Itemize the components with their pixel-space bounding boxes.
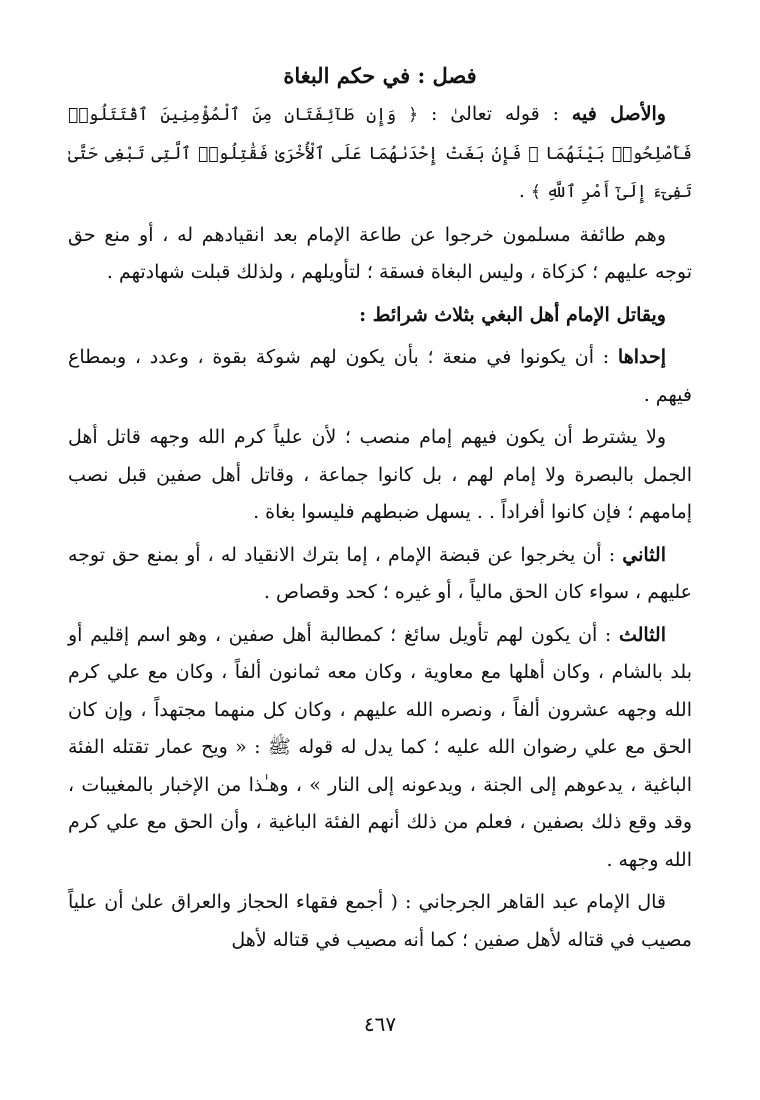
condition-2-lead: الثاني: [622, 543, 666, 566]
condition-2-text: : أن يخرجوا عن قبضة الإمام ، إما بترك الانقياد له ، أو بمنع حق توجه عليهم ، سواء كان الحق مالياً ، أو غيره ؛ كحد وقصاص .: [68, 543, 692, 603]
page-body: [68, 60, 692, 959]
definition-paragraph: وهم طائفة مسلمون خرجوا عن طاعة الإمام بعد انقيادهم له ، أو منع حق توجه عليهم ؛ كزكاة ، وليس البغاة فسقة ؛ لتأويلهم ، ولذلك قبلت شهادتهم .: [68, 223, 692, 283]
conditions-heading: ويقاتل الإمام أهل البغي بثلاث شرائط :: [359, 303, 666, 326]
jurjani-quote-paragraph: قال الإمام عبد القاهر الجرجاني : ( أجمع فقهاء الحجاز والعراق علىٰ أن علياً مصيب في قتاله لأهل صفين ؛ كما أنه مصيب في قتاله لأهل: [68, 891, 692, 951]
intro-paragraph: [68, 96, 692, 212]
condition-1-paragraph: [68, 339, 692, 414]
condition-1-text: : أن يكونوا في منعة ؛ بأن يكون لهم شوكة بقوة ، وعدد ، وبمطاع فيهم .: [68, 346, 692, 406]
intro-end: .: [518, 180, 531, 202]
page-number: ٤٦٧: [363, 1012, 397, 1036]
quran-verse: ﴿ وَإِن طَآئِفَتَانِ مِنَ ٱلْمُؤْمِنِينَ ٱقْتَتَلُوا۟ فَأَصْلِحُوا۟ بَيْنَهُمَا ۖ فَإِنۢ بَغَتْ إِحْدَىٰهُمَا عَلَى ٱلْأُخْرَىٰ فَقَٰتِلُوا۟ ٱلَّتِى تَبْغِى حَتَّىٰ تَفِىٓءَ إِلَىٰٓ أَمْرِ ٱللَّهِ ﴾: [68, 105, 692, 202]
intro-lead: والأصل فيه: [571, 103, 666, 125]
condition-3-text: : أن يكون لهم تأويل سائغ ؛ كمطالبة أهل صفين ، وهو اسم إقليم أو بلد بالشام ، وكان أهلها مع معاوية ، وكان معه ثمانون ألفاً ، وكان مع علي كرم الله وجهه عشرون ألفاً ، ونصره الله عليهم ، وكان كل منهما مجتهداً ، وإن كان الحق مع علي رضوان الله عليه ؛ كما يدل له قوله ﷺ : « ويح عمار تقتله الفئة الباغية ، يدعوهم إلى الجنة ، ويدعونه إلى النار » ، وهـٰذا من الإخبار بالمغيبات ، وقد وقع ذلك بصفين ، فعلم من ذلك أنهم الفئة الباغية ، وأن الحق مع علي كرم الله وجهه .: [68, 623, 692, 871]
imam-note-paragraph: ولا يشترط أن يكون فيهم إمام منصب ؛ لأن علياً كرم الله وجهه قاتل أهل الجمل بالبصرة ولا إمام لهم ، بل كانوا جماعة ، وقاتل أهل صفين قبل نصب إمامهم ؛ فإن كانوا أفراداً . . يسهل ضبطهم فليسوا بغاة .: [68, 426, 692, 523]
condition-1-lead: إحداها: [617, 346, 666, 368]
intro-text: : قوله تعالىٰ :: [418, 103, 572, 125]
condition-3-lead: الثالث: [618, 623, 666, 646]
section-title: فصل : في حكم البغاة: [283, 63, 477, 88]
condition-3-paragraph: [68, 617, 692, 880]
condition-2-paragraph: [68, 537, 692, 612]
